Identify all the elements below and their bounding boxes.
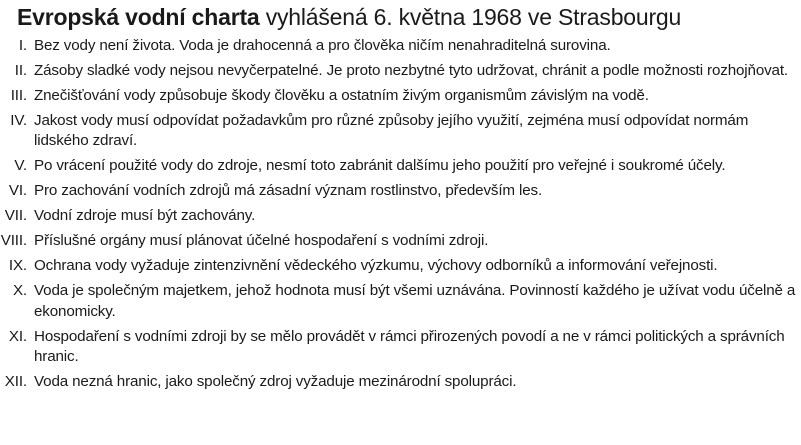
item-number: I.: [18, 37, 27, 54]
document-title: [17, 3, 681, 31]
title-date-part: vyhlášená 6. května 1968 ve Strasbourgu: [259, 4, 682, 30]
item-text: Ochrana vody vyžaduje zintenzivnění vědeckého výzkumu, výchovy odborníků a informování veřejnosti.: [34, 257, 718, 275]
list-item: [0, 256, 801, 276]
list-item: [0, 281, 801, 322]
item-text: Vodní zdroje musí být zachovány.: [34, 207, 256, 225]
list-item: [0, 327, 801, 368]
list-item: [0, 36, 801, 56]
list-item: [0, 181, 801, 201]
item-number: VII.: [4, 207, 27, 225]
item-text: Voda nezná hranic, jako společný zdroj vyžaduje mezinárodní spolupráci.: [34, 373, 517, 391]
item-number: II.: [14, 62, 27, 79]
item-text: Znečišťování vody způsobuje škody člověku a ostatním živým organismům závislým na vodě.: [34, 87, 649, 104]
item-text: Jakost vody musí odpovídat požadavkům pro různé způsoby jejího využití, zejména musí odpovídat normám lidského zdraví.: [34, 112, 749, 150]
item-number: XI.: [8, 327, 27, 345]
list-item: [0, 372, 801, 392]
list-item: [0, 111, 801, 152]
item-number: IV.: [10, 112, 27, 129]
title-bold-part: Evropská vodní charta: [17, 4, 260, 30]
list-item: [0, 231, 801, 251]
item-number: V.: [14, 157, 27, 175]
item-text: Po vrácení použité vody do zdroje, nesmí toto zabránit dalšímu jeho použití pro veřejné i soukromé účely.: [34, 157, 726, 175]
item-text: Zásoby sladké vody nejsou nevyčerpatelné. Je proto nezbytné tyto udržovat, chránit a podle možnosti rozhojňovat.: [34, 62, 788, 79]
item-number: XII.: [4, 373, 27, 391]
item-text: Voda je společným majetkem, jehož hodnota musí být všemi uznávána. Povinností každého je užívat vodu účelně a ekonomicky.: [34, 282, 796, 320]
charter-articles-list: [0, 36, 801, 397]
item-number: VI.: [8, 182, 27, 200]
list-item: [0, 86, 801, 106]
item-number: IX.: [8, 257, 27, 275]
item-text: Pro zachování vodních zdrojů má zásadní význam rostlinstvo, především les.: [34, 182, 543, 200]
list-item: [0, 206, 801, 226]
list-item: [0, 156, 801, 176]
item-text: Bez vody není života. Voda je drahocenná a pro člověka ničím nenahraditelná surovina.: [34, 37, 611, 54]
item-number: III.: [10, 87, 27, 104]
item-text: Hospodaření s vodními zdroji by se mělo provádět v rámci přirozených povodí a ne v rámci politických a správních hranic.: [34, 327, 785, 366]
item-text: Příslušné orgány musí plánovat účelné hospodaření s vodními zdroji.: [34, 232, 489, 250]
item-number: X.: [12, 282, 27, 300]
list-item: [0, 61, 801, 81]
item-number: VIII.: [0, 232, 27, 250]
